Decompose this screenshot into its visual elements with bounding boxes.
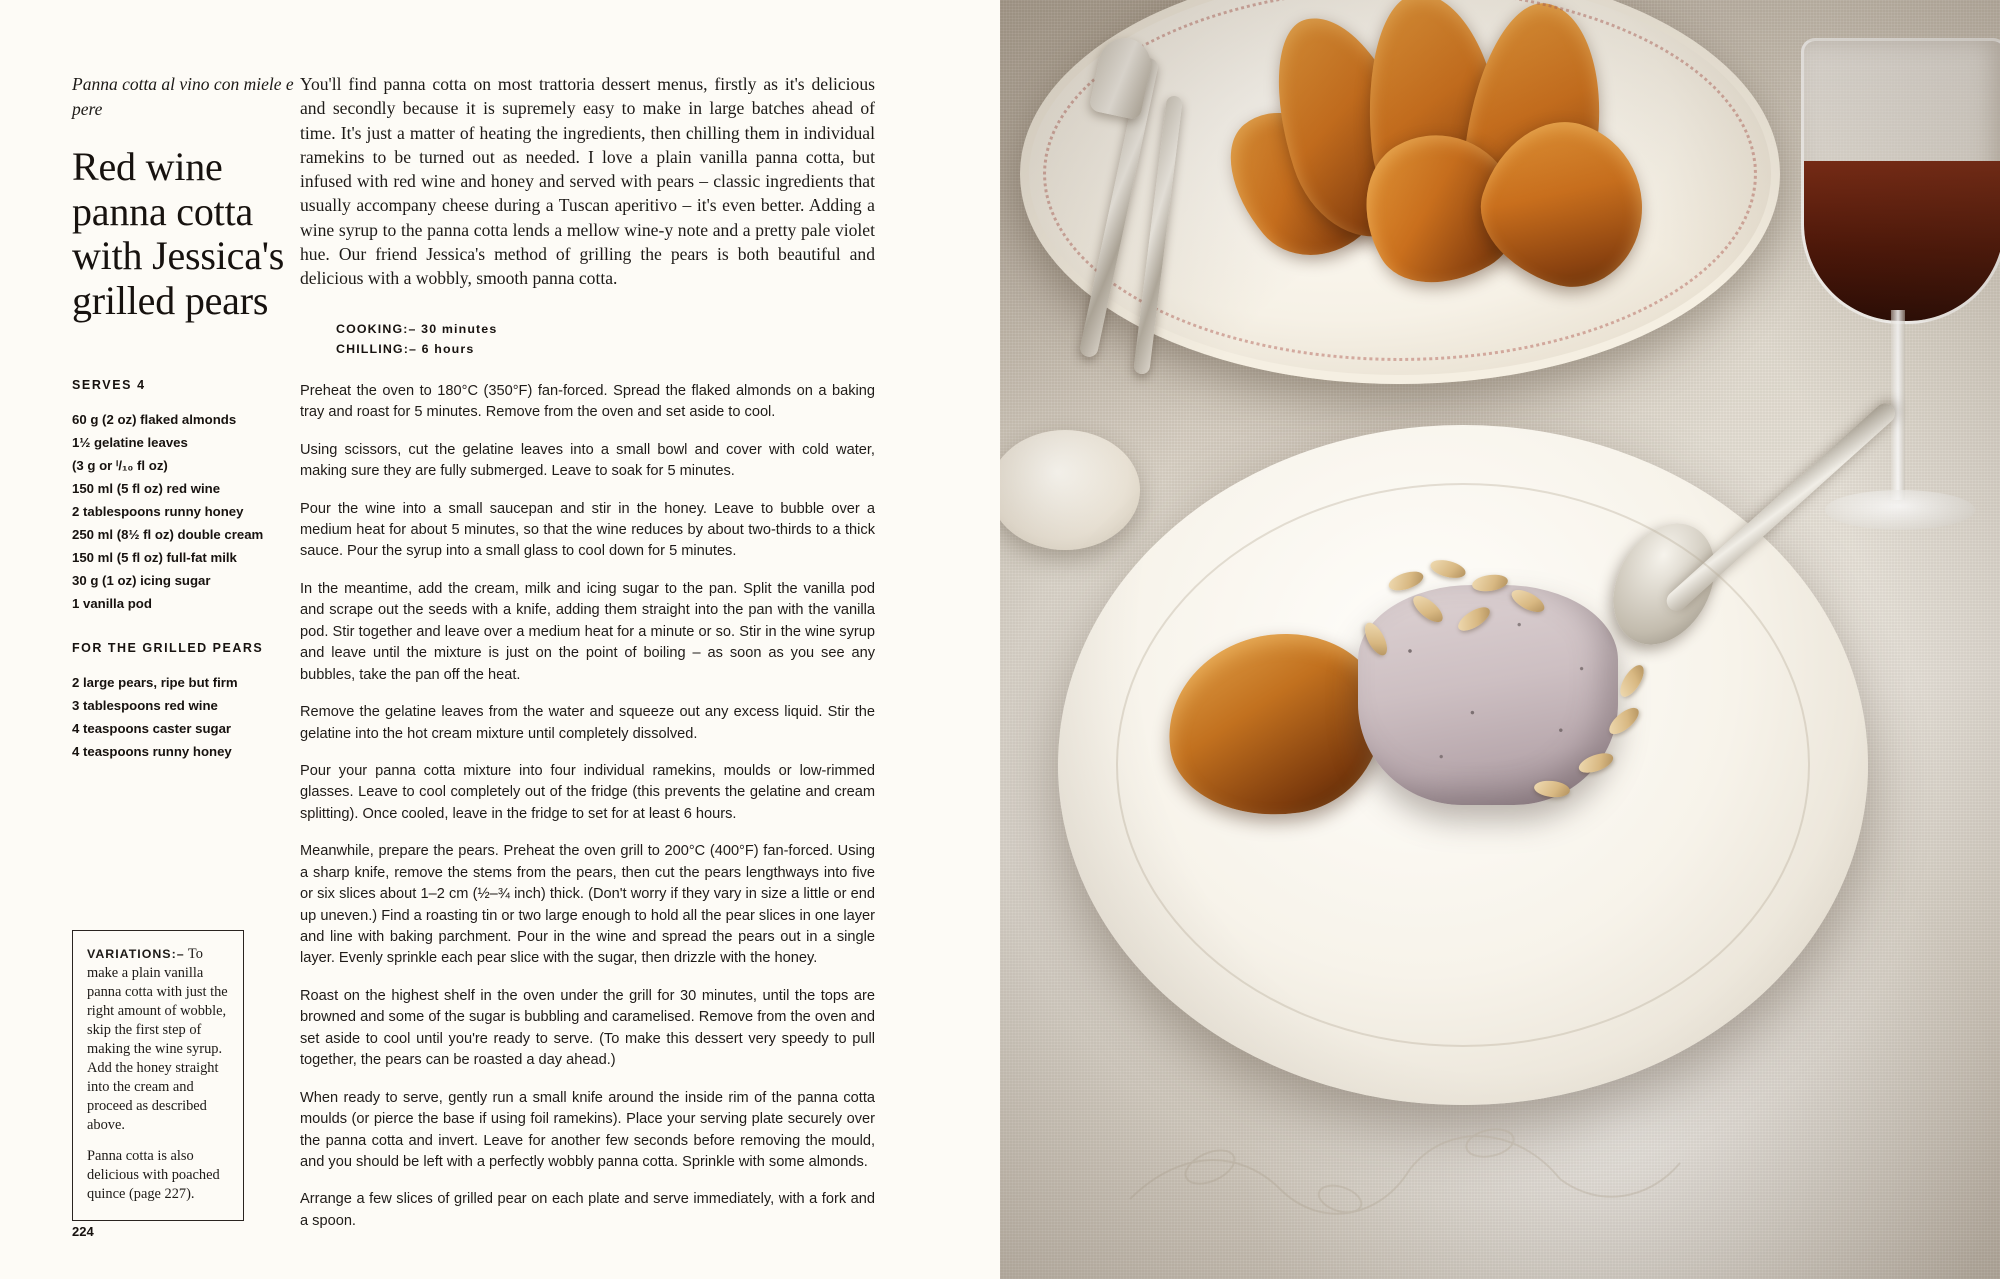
timings-block (300, 320, 875, 358)
method-step: Preheat the oven to 180°C (350°F) fan-forced. Spread the flaked almonds on a baking tray and roast for 5 minutes. Remove from the oven and set aside to cool. (300, 382, 875, 421)
list-item: 150 ml (5 fl oz) red wine (72, 481, 221, 497)
method-step: When ready to serve, gently run a small knife around the inside rim of the panna cotta moulds (or pierce the base if using foil ramekins). Place your serving plate securely over the panna cotta and invert. Leave for another few seconds before removing the mould, and you should be left with a perfectly wobbly panna cotta. Sprinkle with some almonds. (300, 1089, 875, 1170)
list-item: 1½ gelatine leaves (72, 435, 188, 450)
method-step: Using scissors, cut the gelatine leaves into a small bowl and cover with cold water, making sure they are fully submerged. Leave to soak for 5 minutes. (300, 441, 875, 480)
method-step: Remove the gelatine leaves from the water and squeeze out any excess liquid. Stir the gelatine into the hot cream mixture until completely dissolved. (300, 704, 875, 742)
recipe-italian-subtitle: Panna cotta al vino con miele e pere (72, 74, 294, 120)
method-step: Pour the wine into a small saucepan and stir in the honey. Leave to bubble over a medium heat for about 5 minutes, so that the wine reduces by about two-thirds to a thick sauce. Pour the syrup into a small glass to cool down for 5 minutes. (300, 500, 875, 560)
page-title: Red wine panna cotta with Jessica's grilled pears (72, 143, 285, 324)
list-item: 2 tablespoons runny honey (72, 504, 244, 520)
photo-vignette (1000, 0, 2000, 1279)
method-step: Roast on the highest shelf in the oven under the grill for 30 minutes, until the tops are browned and some of the sugar is bubbling and caramelised. Remove from the oven and set aside to cool until you're ready to serve. (To make this dessert very speedy to pull together, the pears can be roasted a day ahead.) (300, 987, 875, 1069)
list-item: (3 g or ⁱ/₁₀ fl oz) (72, 458, 168, 474)
recipe-photo-page (1000, 0, 2000, 1279)
cooking-time: COOKING:– 30 minutes (336, 322, 498, 337)
food-photograph (1000, 0, 2000, 1279)
list-item: 4 teaspoons caster sugar (72, 720, 232, 736)
recipe-main-column (300, 72, 875, 1248)
list-item: 250 ml (8½ fl oz) double cream (72, 527, 264, 543)
method-step: Arrange a few slices of grilled pear on each plate and serve immediately, with a fork and a spoon. (300, 1191, 875, 1229)
recipe-intro: You'll find panna cotta on most trattoria dessert menus, firstly as it's delicious and secondly because it is supremely easy to make in large batches ahead of time. It's just a matter of heating the ingredients, then chilling them in individual ramekins to be turned out as needed. I love a plain vanilla panna cotta, but infused with red wine and honey and served with pears – classic ingredients that usually accompany cheese during a Tuscan aperitivo – it's even better. Adding a wine syrup to the panna cotta lends a mellow wine-y note and a pretty pale violet hue. Our friend Jessica's method of grilling the pears is both beautiful and delicious with a wobbly, smooth panna cotta. (300, 74, 875, 289)
chilling-time: CHILLING:– 6 hours (336, 341, 475, 356)
variations-box (72, 930, 244, 1221)
variations-label: VARIATIONS:– (87, 947, 185, 961)
method-steps (300, 381, 875, 1232)
method-step: Pour your panna cotta mixture into four individual ramekins, moulds or low-rimmed glasses. Leave to cool completely out of the fridge (this prevents the gelatine and cream splitting). Once cooled, leave in the fridge to set for at least 6 hours. (300, 762, 875, 822)
page-number: 224 (72, 1224, 94, 1239)
list-item: 30 g (1 oz) icing sugar (72, 573, 211, 589)
method-step: Meanwhile, prepare the pears. Preheat the oven grill to 200°C (400°F) fan-forced. Using a sharp knife, remove the stems from the pears, then cut the pears lengthways into five or six slices about 1–2 cm (½–¾ inch) thick. (Don't worry if they vary in size a little or end up uneven.) Find a roasting tin or two large enough to hold all the pear slices in one layer and line with baking parchment. Pour in the wine and spread the pears out in a single layer. Evenly sprinkle each pear slice with the sugar, then drizzle with the honey. (300, 843, 875, 967)
serves-label: SERVES 4 (72, 377, 146, 392)
variations-body-1: To make a plain vanilla panna cotta with just the right amount of wobble, skip the first step of making the wine syrup. Add the honey straight into the cream and proceed as described above. (87, 946, 228, 1134)
list-item: 150 ml (5 fl oz) full-fat milk (72, 550, 237, 566)
grilled-pears-ingredients-list (72, 673, 302, 762)
list-item: 2 large pears, ripe but firm (72, 674, 238, 690)
recipe-header-column (72, 72, 302, 778)
method-step: In the meantime, add the cream, milk and icing sugar to the pan. Split the vanilla pod and scrape out the seeds with a knife, adding them straight into the pan with the vanilla pod. Stir together and leave over a medium heat for a minute or so. Stir in the wine syrup and leave until the mixture is just on the point of boiling – as soon as you see any bubbles, take the pan off the heat. (300, 580, 875, 683)
ingredients-list (72, 410, 302, 615)
grilled-pears-heading: FOR THE GRILLED PEARS (72, 640, 264, 655)
list-item: 3 tablespoons red wine (72, 697, 218, 713)
list-item: 4 teaspoons runny honey (72, 743, 232, 759)
list-item: 1 vanilla pod (72, 596, 152, 612)
variations-text-1 (87, 945, 229, 1135)
variations-text-2: Panna cotta is also delicious with poached quince (page 227). (87, 1148, 220, 1203)
list-item: 60 g (2 oz) flaked almonds (72, 411, 237, 427)
